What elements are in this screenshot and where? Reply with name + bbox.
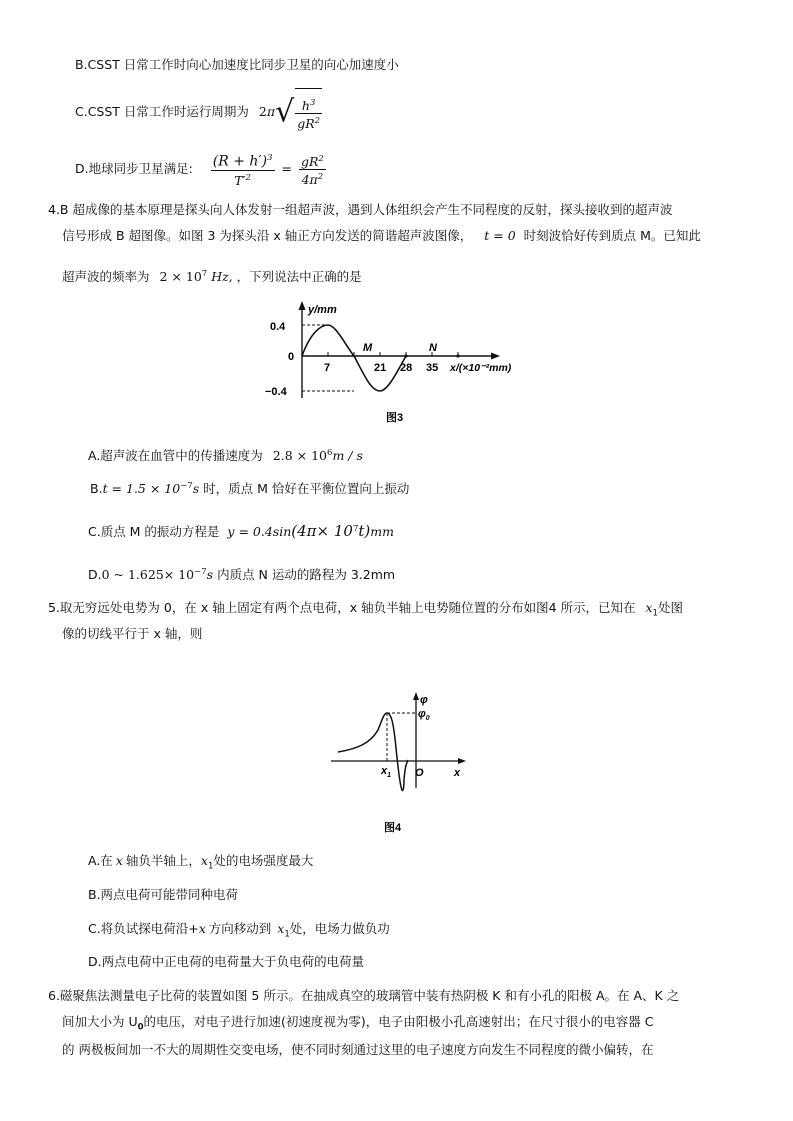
q4-option-a: A.超声波在血管中的传播速度为 $2.8 \times 10^6m / s$ [88, 448, 363, 464]
q4-frequency-unit: Hz, [211, 269, 233, 285]
q3-option-c-coef: 2 [258, 104, 267, 119]
q6-stem-line3: 的 两极板间加一不大的周期性交变电场，使不同时刻通过这里的电子速度方向发生不同程度的微小偏转，在 [62, 1042, 654, 1057]
x1-label: $x_1$ [381, 765, 392, 779]
y-tick-zero: 0 [288, 351, 295, 363]
x-axis-arrow-icon [458, 758, 466, 764]
q4-frequency-math: $2 \times 10^7$ [159, 269, 208, 285]
wave-curve [302, 325, 406, 391]
x-axis-label: x [454, 767, 461, 779]
q3-option-b: B.CSST 日常工作时向心加速度比同步卫星的向心加速度小 [75, 57, 399, 72]
figure-3-wave-graph [262, 298, 532, 430]
sqrt-icon: √ [275, 94, 295, 130]
q6-stem-line2: 间加大小为 $U_0$的电压，对电子进行加速(初速度视为零)，电子由阳极小孔高速射出；在尺寸很小的电容器 C [62, 1014, 654, 1033]
figure-4-caption: 图4 [384, 822, 402, 834]
q5-option-b: B.两点电荷可能带同种电荷 [88, 887, 239, 902]
q3-option-c-text: C.CSST 日常工作时运行周期为 [75, 104, 249, 119]
point-m-label: M [363, 342, 373, 354]
q5-option-d: D.两点电荷中正电荷的电荷量大于负电荷的电荷量 [88, 954, 365, 969]
y-axis-arrow-icon [299, 301, 306, 310]
q5-option-c: C.将负试探电荷沿+x 方向移动到 $x_1$处，电场力做负功 [88, 921, 390, 940]
q4-stem-line2: 信号形成 B 超图像。如图 3 为探头沿 x 轴正方向发送的简谐超声波图像， t = 0 时刻波恰好传到质点 M。已知此 [62, 228, 701, 243]
q5-option-a: A.在 x 轴负半轴上，$x_1$处的电场强度最大 [88, 853, 314, 872]
q3-option-c-radicand: $\frac{h^3}{gR^2}$ [295, 88, 322, 137]
q4-option-b: $B.t = 1.5 \times 10^{-7}s$ 时，质点 M 恰好在平衡位置向上振动 [90, 481, 410, 497]
q6-stem-line1: 6.磁聚焦法测量电子比荷的装置如图 5 所示。在抽成真空的玻璃管中装有热阴极 K 和有小孔的阳极 A。在 A、K 之 [48, 988, 680, 1003]
x-tick-28: 28 [400, 362, 413, 374]
q4-stem-line3: 超声波的频率为 $2 \times 10^7$ Hz, ，下列说法中正确的是 [62, 269, 362, 285]
y-axis-label: y/mm [308, 304, 337, 316]
q4-time-math: t = 0 [484, 228, 516, 243]
q3-option-d [75, 146, 329, 192]
point-n-marker [456, 354, 459, 357]
q4-option-c: C.质点 M 的振动方程是 $y = 0.4\sin(4\pi\times 10^7t)mm$ [88, 522, 394, 541]
y-tick-min: −0.4 [265, 386, 287, 398]
q3-option-d-left-fraction: $\frac{(R + h')^3}{T'^2}$ [212, 153, 273, 188]
q5-stem-line2: 像的切线平行于 x 轴，则 [62, 626, 203, 641]
q4-option-d: D.0 ~ $1.625\times 10^{-7}s$ 内质点 N 运动的路程为 3.2mm [88, 567, 396, 583]
q3-option-d-equals: = [281, 161, 292, 176]
point-m-marker [404, 354, 407, 357]
potential-curve [338, 713, 408, 791]
q4-stem-line1: 4.B 超成像的基本原理是探头向人体发射一组超声波，遇到人体组织会产生不同程度的反射，探头接收到的超声波 [48, 202, 673, 217]
x-axis-label: x/(×10⁻²mm) [450, 362, 512, 374]
q3-option-c-pi: π [266, 104, 276, 119]
q3-option-d-right-fraction: $\frac{gR^2}{4\pi^2}$ [300, 153, 324, 188]
q3-option-d-text: D.地球同步卫星满足: [75, 161, 193, 176]
x-tick-7: 7 [324, 362, 331, 374]
x-tick-21: 21 [374, 362, 387, 374]
q5-stem-line1: 5.取无穷远处电势为 0，在 x 轴上固定有两个点电荷，x 轴负半轴上电势随位置的分布如图4 所示，已知在 $x_1$处图 [48, 600, 683, 619]
y-tick-max: 0.4 [270, 321, 286, 333]
figure-4-potential-graph [326, 688, 476, 836]
point-n-label: N [429, 342, 437, 354]
x-axis-arrow-icon [491, 353, 500, 360]
phi0-label: $\varphi_0$ [418, 708, 430, 722]
phi-axis-arrow-icon [413, 692, 419, 700]
q3-option-c [75, 88, 322, 136]
figure-3-caption: 图3 [386, 412, 404, 424]
x-tick-35: 35 [426, 362, 439, 374]
origin-label: O [415, 767, 424, 779]
phi-axis-label: φ [420, 694, 428, 706]
